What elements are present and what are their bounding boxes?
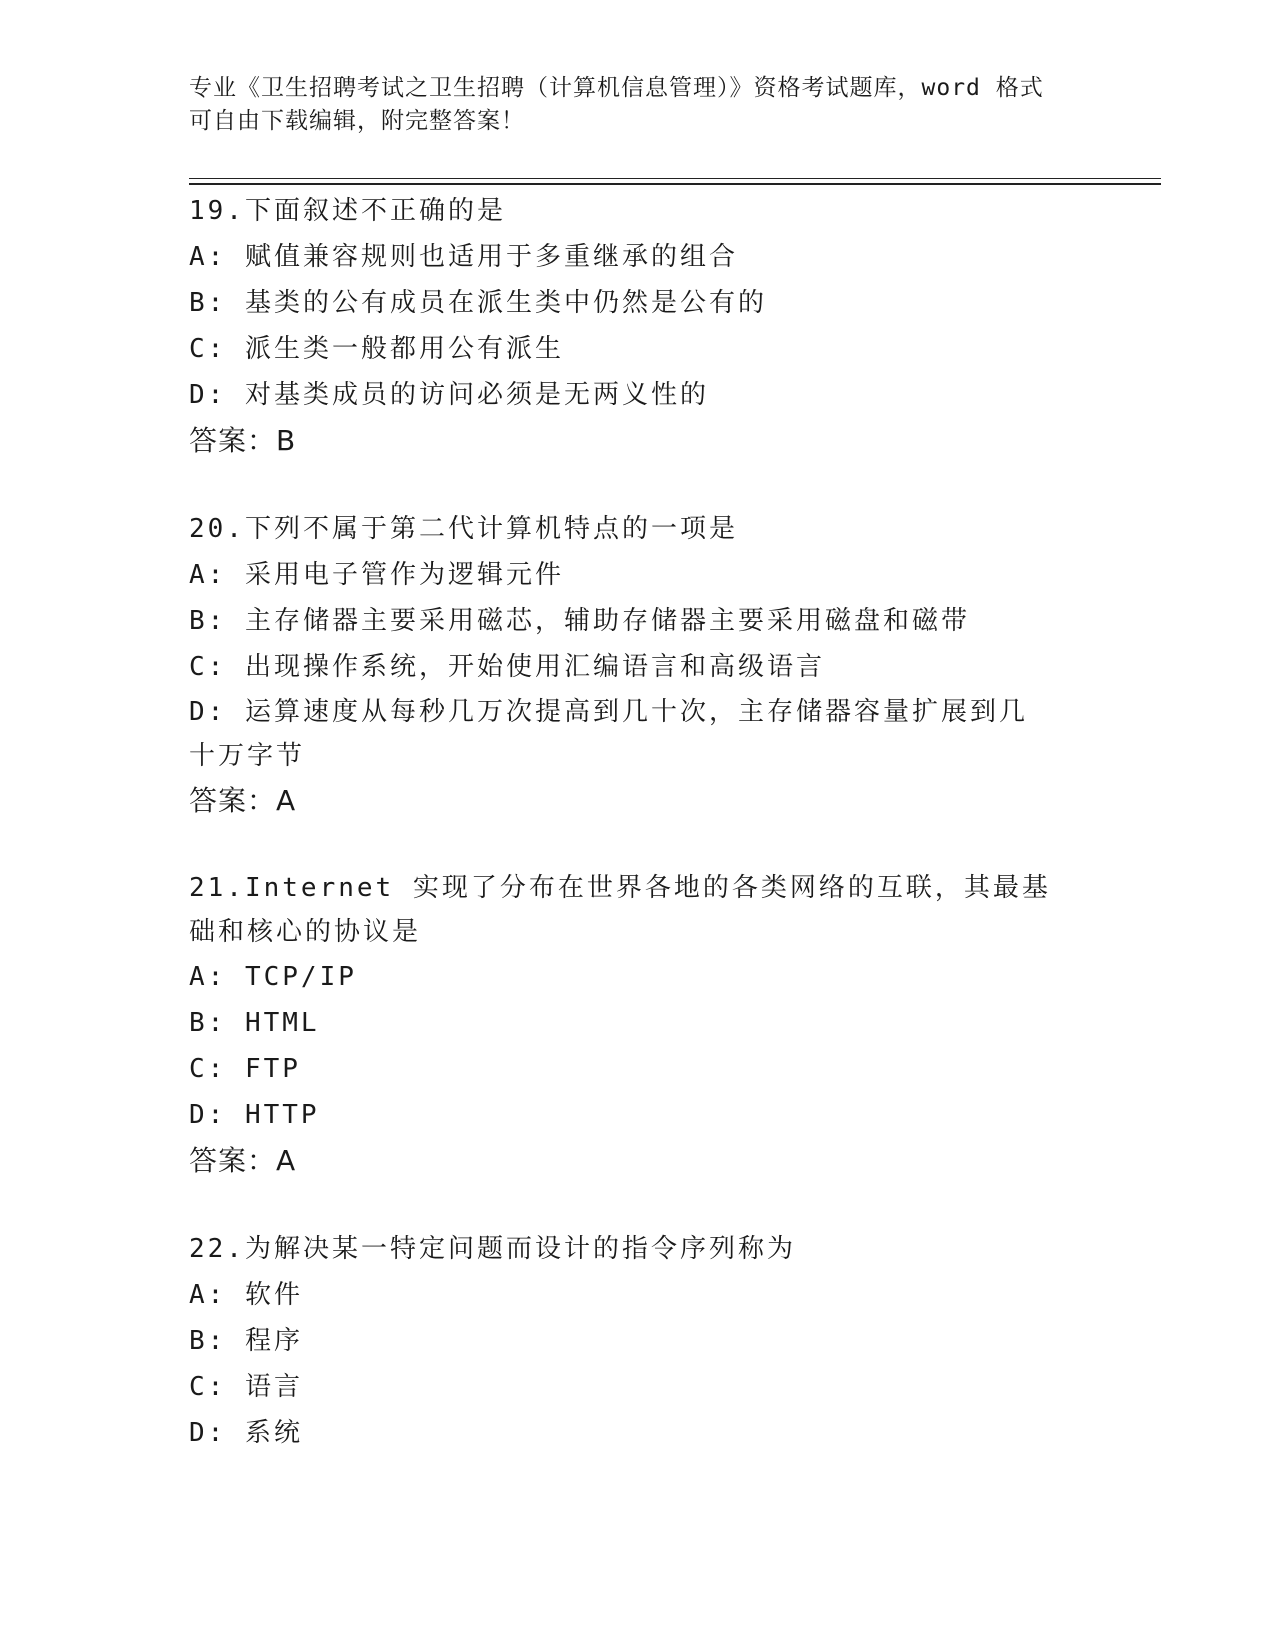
option-a: A: 赋值兼容规则也适用于多重继承的组合 (189, 242, 738, 272)
question-20 (189, 506, 1089, 824)
question-stem: 21.Internet 实现了分布在世界各地的各类网络的互联，其最基础和核心的协议是 (189, 873, 1051, 947)
option-d: D: HTTP (189, 1100, 320, 1130)
option-b: B: 基类的公有成员在派生类中仍然是公有的 (189, 288, 767, 318)
option-c: C: 派生类一般都用公有派生 (189, 334, 564, 364)
answer-label: 答案：A (189, 1144, 297, 1177)
option-c: C: 语言 (189, 1372, 303, 1402)
option-b: B: HTML (189, 1008, 320, 1038)
header-line-1: 专业《卫生招聘考试之卫生招聘（计算机信息管理）》资格考试题库，word 格式 (189, 75, 1044, 101)
option-a: A: TCP/IP (189, 962, 357, 992)
header-line-2: 可自由下载编辑，附完整答案！ (189, 108, 525, 134)
question-19 (189, 188, 1089, 464)
answer-label: 答案：A (189, 784, 297, 817)
option-b: B: 程序 (189, 1326, 303, 1356)
option-a: A: 软件 (189, 1280, 303, 1310)
header-divider-thick (189, 183, 1161, 185)
option-c: C: 出现操作系统，开始使用汇编语言和高级语言 (189, 652, 825, 682)
answer-label: 答案：B (189, 424, 297, 457)
question-stem: 22.为解决某一特定问题而设计的指令序列称为 (189, 1234, 796, 1264)
question-21 (189, 866, 1089, 1184)
option-c: C: FTP (189, 1054, 301, 1084)
option-d: D: 运算速度从每秒几万次提高到几十次，主存储器容量扩展到几十万字节 (189, 697, 1028, 771)
question-stem: 19.下面叙述不正确的是 (189, 196, 506, 226)
header-divider-thin (189, 178, 1161, 179)
option-a: A: 采用电子管作为逻辑元件 (189, 560, 564, 590)
option-d: D: 对基类成员的访问必须是无两义性的 (189, 380, 709, 410)
option-b: B: 主存储器主要采用磁芯，辅助存储器主要采用磁盘和磁带 (189, 606, 970, 636)
document-header (189, 72, 1089, 138)
question-stem: 20.下列不属于第二代计算机特点的一项是 (189, 514, 738, 544)
question-22 (189, 1226, 1089, 1456)
question-list (189, 188, 1089, 1456)
option-d: D: 系统 (189, 1418, 303, 1448)
